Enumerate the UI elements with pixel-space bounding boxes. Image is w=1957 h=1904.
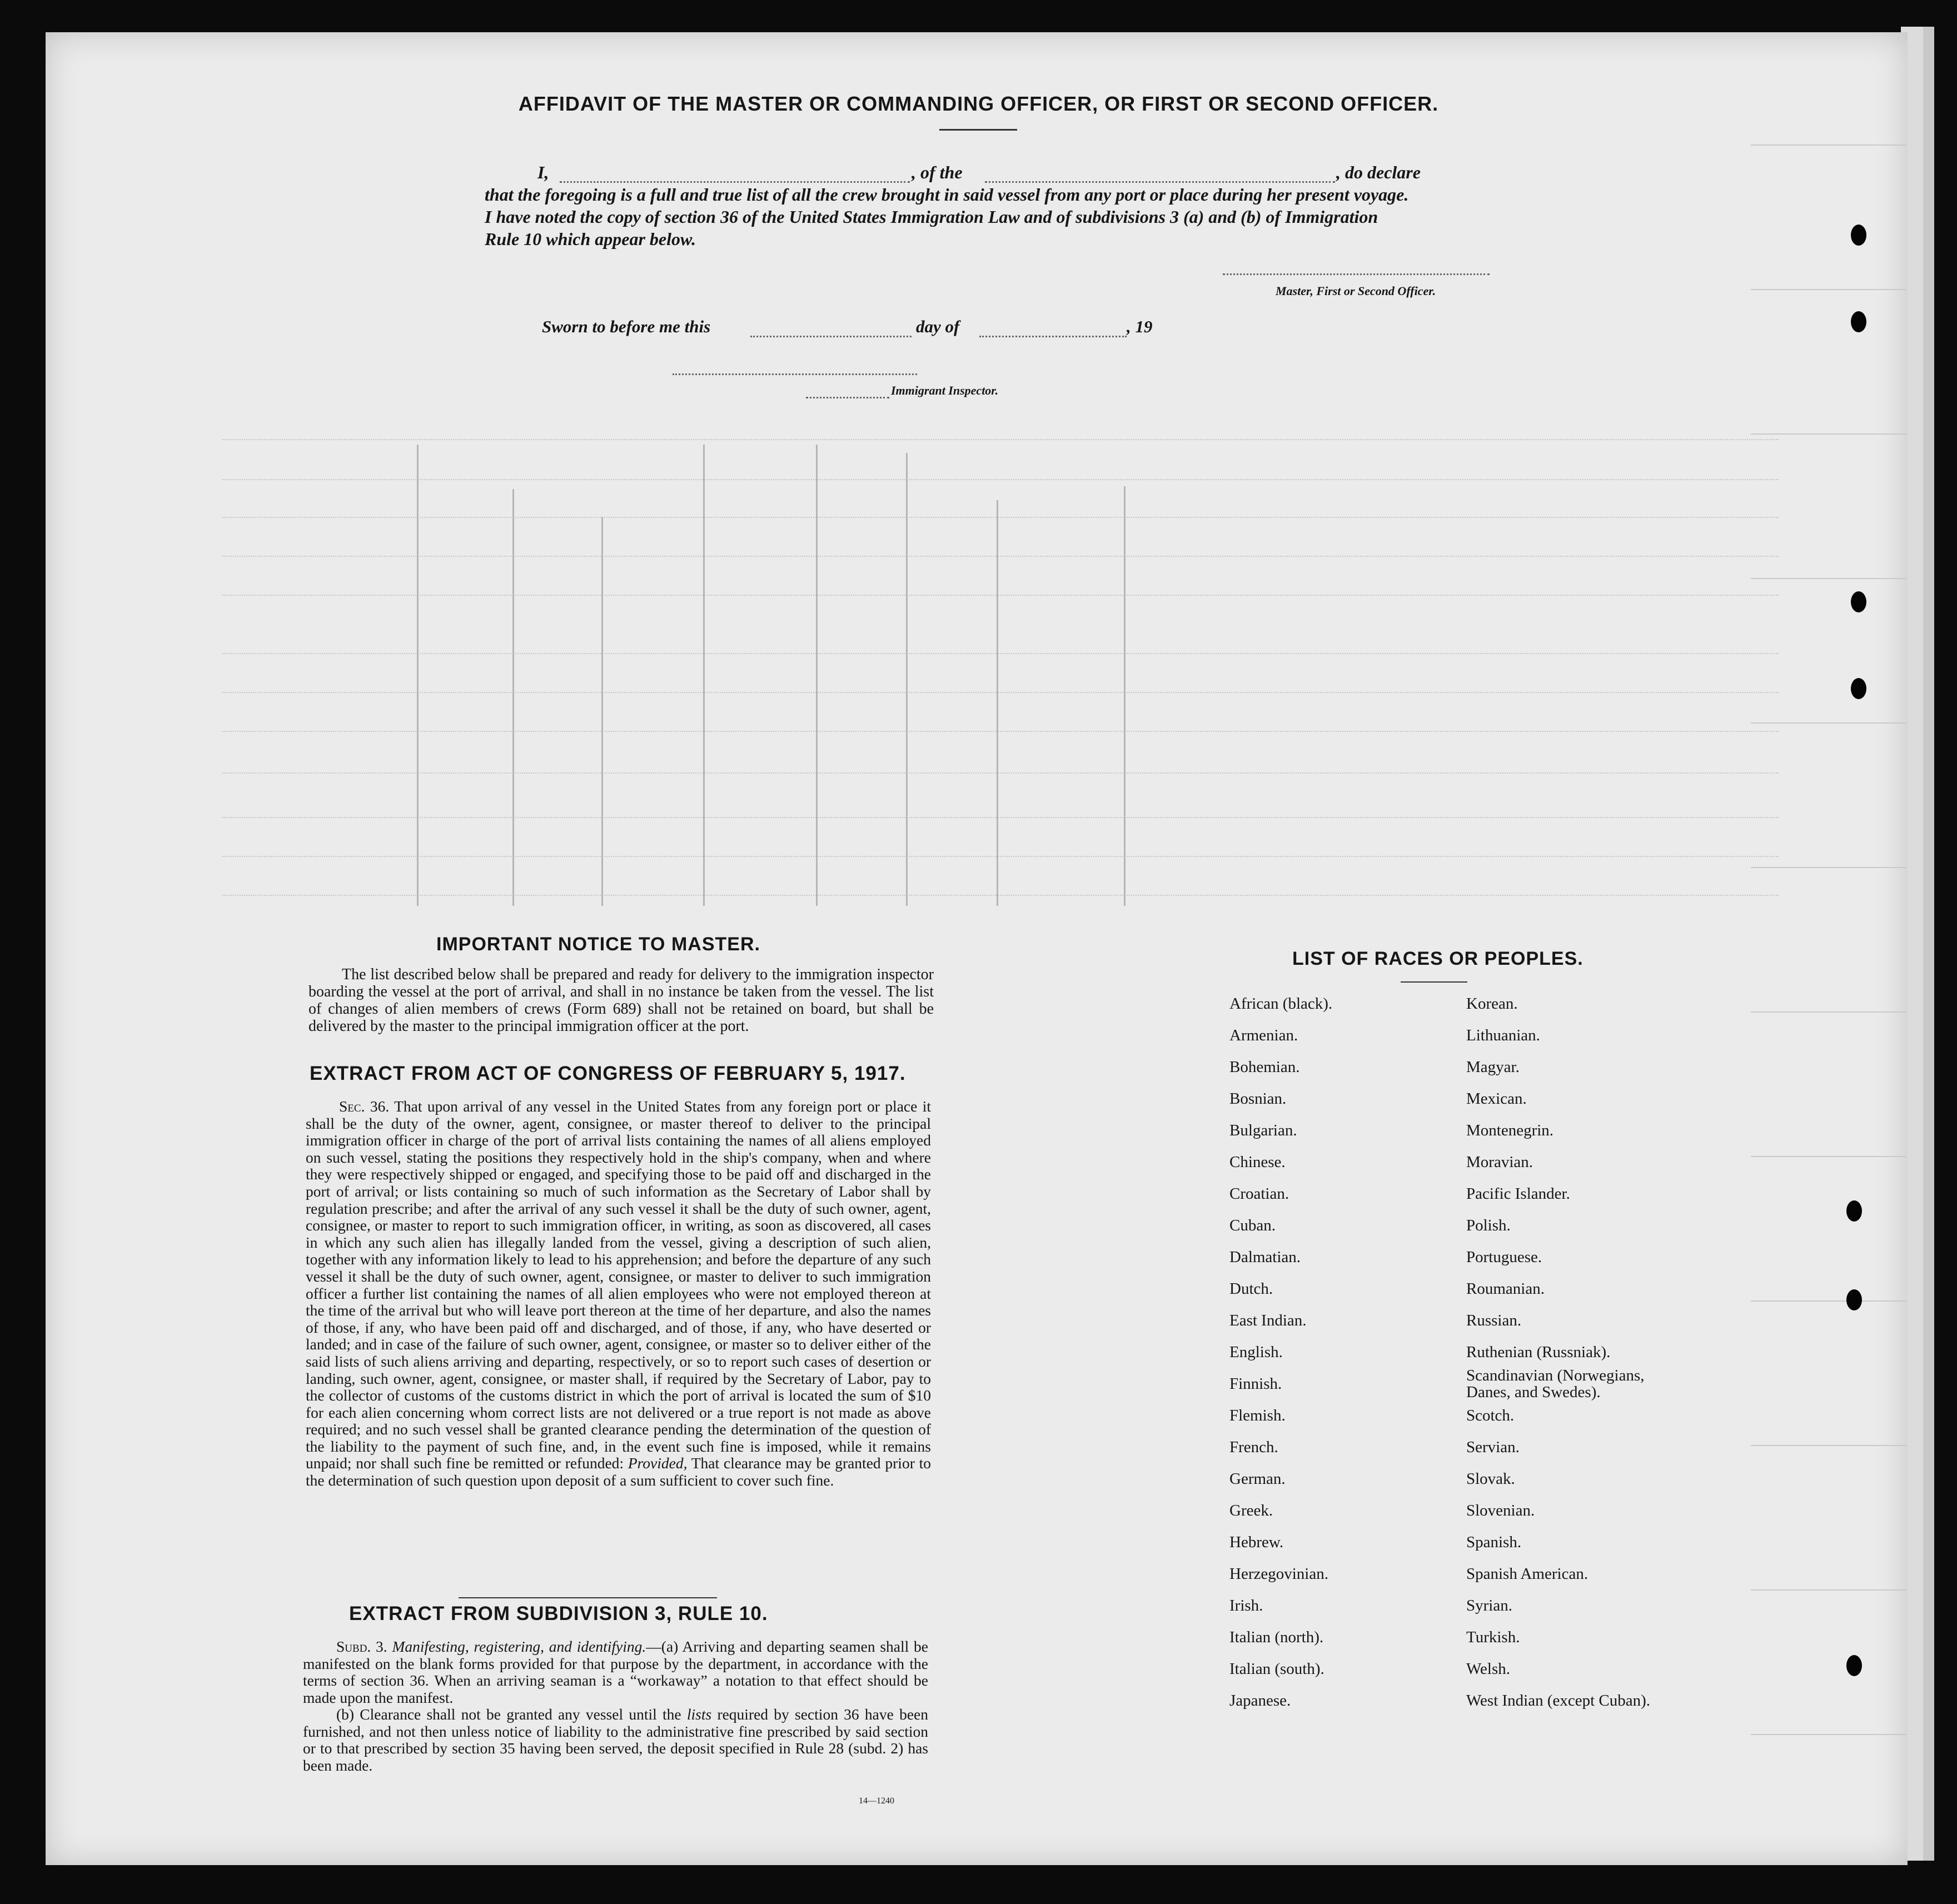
race-item: Korean. bbox=[1466, 995, 1518, 1013]
vessel-name-field[interactable] bbox=[985, 181, 1335, 183]
race-item: English. bbox=[1229, 1343, 1283, 1361]
sworn-day-field[interactable] bbox=[750, 336, 912, 337]
bleed-through-row bbox=[222, 731, 1779, 732]
notice-body: The list described below shall be prepared and ready for delivery to the immigration inspector boarding the vessel at the port of arrival, and shall in no instance be taken from the vessel. The list of changes of alien members of crews (Form 689) shall not be retained on board, but shall be delivered by the master to the principal immigration officer at the port. bbox=[308, 966, 934, 1035]
races-heading: LIST OF RACES OR PEOPLES. bbox=[1292, 948, 1583, 969]
margin-grid-line bbox=[1751, 722, 1906, 724]
rule-subdivision-3 bbox=[303, 1638, 928, 1774]
sec-label: Sec. 36. bbox=[339, 1098, 390, 1115]
sworn-month-field[interactable] bbox=[979, 336, 1127, 337]
bleed-through-row bbox=[222, 439, 1779, 440]
sec-body-1: That upon arrival of any vessel in the United States from any foreign port or place it shall be the duty of the owner, agent, consignee, or master thereof to deliver to the principal immigration officer in charge of the port of arrival lists containing the names of all aliens employed on such vessel, stating the positions they respectively hold in the ship's company, when and where they were respectively shipped or engaged, and specifying those to be paid off and discharged in the port of arrival; or lists containing so much of such information as the Secretary of Labor shall by regulation prescribe; and after the arrival of any such vessel it shall be the duty of such owner, agent, consignee, or master to report to such immigration officer, in writing, as soon as discovered, all cases in which any such alien has illegally landed from the vessel, giving a description of such alien, together with any information likely to lead to his apprehension; and before the departure of any such vessel it shall be the duty of such owner, agent, consignee, or master to deliver to such immigration officer a further list containing the names of all alien employees who were not employed thereon at the time of the arrival but who will leave port thereon at the time of her departure, and also the names of those, if any, who have been paid off and discharged, and of those, if any, who have deserted or landed; and in case of the failure of such owner, agent, consignee, or master so to deliver either of the said lists of such aliens arriving and departing, respectively, or so to report such cases of desertion or landing, such owner, agent, consignee, or master shall, if required by the Secretary of Labor, pay to the collector of customs of the customs district in which the port of arrival is located the sum of $10 for each alien concerning whom correct lists are not delivered or a true report is not made as above required; and no such vessel shall be granted clearance pending the determination of the question of the liability to the payment of such fine, and, in the event such fine is imposed, while it remains unpaid; nor shall such fine be remitted or refunded: bbox=[306, 1098, 931, 1472]
race-item: Spanish American. bbox=[1466, 1565, 1588, 1583]
section-divider bbox=[459, 1597, 717, 1598]
race-item: Bohemian. bbox=[1229, 1058, 1300, 1076]
race-item: Flemish. bbox=[1229, 1407, 1286, 1424]
race-item: Syrian. bbox=[1466, 1597, 1512, 1614]
race-item: East Indian. bbox=[1229, 1312, 1307, 1329]
rule-para-b bbox=[303, 1706, 928, 1774]
race-item: Lithuanian. bbox=[1466, 1026, 1540, 1044]
sworn-label: Sworn to before me this bbox=[542, 317, 711, 336]
master-signature-label: Master, First or Second Officer. bbox=[1276, 284, 1436, 298]
bleed-through-row bbox=[222, 817, 1779, 818]
race-item: Greek. bbox=[1229, 1502, 1273, 1519]
race-item: Finnish. bbox=[1229, 1375, 1282, 1393]
bleed-through-row bbox=[222, 692, 1779, 693]
do-declare-label: , do declare bbox=[1336, 162, 1421, 182]
race-item: Ruthenian (Russniak). bbox=[1466, 1343, 1611, 1361]
column-rule bbox=[601, 517, 603, 906]
race-item: Welsh. bbox=[1466, 1660, 1511, 1678]
margin-grid-line bbox=[1751, 1300, 1906, 1302]
race-item: African (black). bbox=[1229, 995, 1333, 1013]
column-rule bbox=[816, 445, 818, 906]
rule-heading: EXTRACT FROM SUBDIVISION 3, RULE 10. bbox=[349, 1603, 768, 1624]
para-b-pre: (b) Clearance shall not be granted any vessel until the bbox=[336, 1706, 681, 1723]
binder-hole bbox=[1851, 678, 1866, 699]
race-item: Chinese. bbox=[1229, 1153, 1286, 1171]
race-item: Hebrew. bbox=[1229, 1533, 1284, 1551]
race-item: Polish. bbox=[1466, 1217, 1511, 1234]
declarant-name-field[interactable] bbox=[560, 181, 910, 183]
bleed-through-row bbox=[222, 517, 1779, 518]
margin-grid-line bbox=[1751, 289, 1906, 290]
race-item: Italian (south). bbox=[1229, 1660, 1324, 1678]
race-item: Pacific Islander. bbox=[1466, 1185, 1570, 1203]
provided-word: Provided, bbox=[628, 1454, 688, 1472]
margin-grid-line bbox=[1751, 144, 1906, 146]
margin-grid-line bbox=[1751, 1445, 1906, 1446]
bleed-through-row bbox=[222, 479, 1779, 480]
race-item: Scotch. bbox=[1466, 1407, 1515, 1424]
race-item: Turkish. bbox=[1466, 1628, 1520, 1646]
race-item: Dutch. bbox=[1229, 1280, 1273, 1298]
year-label: , 19 bbox=[1127, 317, 1153, 336]
affidavit-line-4: Rule 10 which appear below. bbox=[485, 229, 696, 249]
column-rule bbox=[997, 500, 998, 906]
races-underline bbox=[1401, 981, 1467, 983]
race-item: Mexican. bbox=[1466, 1090, 1527, 1108]
race-item: Bulgarian. bbox=[1229, 1122, 1297, 1139]
bleed-through-row bbox=[222, 556, 1779, 557]
race-item: Russian. bbox=[1466, 1312, 1522, 1329]
inspector-signature-field-2[interactable] bbox=[806, 397, 889, 398]
race-item: Irish. bbox=[1229, 1597, 1263, 1614]
margin-grid-line bbox=[1751, 433, 1906, 435]
subd-label: Subd. 3. bbox=[336, 1638, 387, 1655]
margin-grid-line bbox=[1751, 1156, 1906, 1157]
title-underline bbox=[939, 129, 1017, 131]
bleed-through-row bbox=[222, 895, 1779, 896]
races-right-column bbox=[1466, 995, 1689, 1723]
binder-hole bbox=[1851, 591, 1866, 612]
margin-grid-line bbox=[1751, 1589, 1906, 1591]
race-item: Portuguese. bbox=[1466, 1248, 1542, 1266]
act-section-36 bbox=[306, 1098, 931, 1489]
para-b-post: required by section 36 have been furnished, and not then unless notice of liability to the administrative fine prescribed by said section or to that prescribed by section 35 having been served, the deposit specified in Rule 28 (subd. 2) has been made. bbox=[303, 1706, 928, 1774]
race-item: Servian. bbox=[1466, 1438, 1520, 1456]
declarant-prefix: I, bbox=[537, 162, 549, 182]
affidavit-title: AFFIDAVIT OF THE MASTER OR COMMANDING OFFICER, OR FIRST OR SECOND OFFICER. bbox=[518, 92, 1439, 115]
race-item: Japanese. bbox=[1229, 1692, 1291, 1709]
margin-grid-line bbox=[1751, 1011, 1906, 1013]
bleed-through-row bbox=[222, 595, 1779, 596]
column-rule bbox=[417, 445, 419, 906]
race-item: Armenian. bbox=[1229, 1026, 1298, 1044]
margin-grid-line bbox=[1751, 1734, 1906, 1735]
race-item: Croatian. bbox=[1229, 1185, 1289, 1203]
rule-para-a bbox=[303, 1638, 928, 1706]
race-item: Cuban. bbox=[1229, 1217, 1276, 1234]
race-item: Spanish. bbox=[1466, 1533, 1522, 1551]
binder-hole bbox=[1851, 225, 1866, 246]
affidavit-line-3: I have noted the copy of section 36 of the United States Immigration Law and of subdivisions 3 (a) and (b) of Immigration bbox=[485, 207, 1378, 227]
race-item: Magyar. bbox=[1466, 1058, 1520, 1076]
race-item: Moravian. bbox=[1466, 1153, 1533, 1171]
act-heading: EXTRACT FROM ACT OF CONGRESS OF FEBRUARY 5, 1917. bbox=[310, 1063, 906, 1084]
binder-hole bbox=[1846, 1200, 1862, 1222]
day-of-label: day of bbox=[916, 317, 960, 336]
race-item: Slovak. bbox=[1466, 1470, 1515, 1488]
column-rule bbox=[703, 445, 705, 906]
race-item: Herzegovinian. bbox=[1229, 1565, 1328, 1583]
affidavit-line-2: that the foregoing is a full and true list of all the crew brought in said vessel from any port or place during her present voyage. bbox=[485, 185, 1409, 205]
race-item: German. bbox=[1229, 1470, 1286, 1488]
race-item: Italian (north). bbox=[1229, 1628, 1324, 1646]
inspector-signature-field[interactable] bbox=[673, 373, 917, 375]
bleed-through-row bbox=[222, 772, 1779, 774]
race-item: Montenegrin. bbox=[1466, 1122, 1554, 1139]
race-item: West Indian (except Cuban). bbox=[1466, 1692, 1651, 1709]
form-number: 14—1240 bbox=[859, 1796, 894, 1806]
race-item: French. bbox=[1229, 1438, 1278, 1456]
column-rule bbox=[512, 489, 514, 906]
of-the-label: , of the bbox=[912, 162, 963, 182]
subd-para-a: —(a) Arriving and departing seamen shall be manifested on the blank forms provided for that purpose by the department, in accordance with the terms of section 36. When an arriving seaman is a “workaway” a notation to that effect should be made upon the manifest. bbox=[303, 1638, 928, 1706]
binder-hole bbox=[1846, 1655, 1862, 1676]
subd-title: Manifesting, registering, and identifying. bbox=[392, 1638, 646, 1655]
binder-hole bbox=[1851, 311, 1866, 332]
margin-grid-line bbox=[1751, 867, 1906, 868]
race-item: Bosnian. bbox=[1229, 1090, 1287, 1108]
race-item: Scandinavian (Norwegians, Danes, and Swedes). bbox=[1466, 1367, 1645, 1401]
race-item: Dalmatian. bbox=[1229, 1248, 1301, 1266]
column-rule bbox=[906, 453, 908, 906]
binder-hole bbox=[1846, 1289, 1862, 1310]
races-left-column bbox=[1229, 995, 1332, 1723]
column-rule bbox=[1124, 486, 1126, 906]
race-item: Roumanian. bbox=[1466, 1280, 1545, 1298]
bleed-through-row bbox=[222, 856, 1779, 857]
para-b-lists: lists bbox=[686, 1706, 712, 1723]
margin-grid-line bbox=[1751, 578, 1906, 579]
inspector-label: Immigrant Inspector. bbox=[891, 383, 999, 397]
bleed-through-row bbox=[222, 653, 1779, 654]
sec-body-2: That clearance may be granted prior to the determination of such question upon deposit of a sum sufficient to cover such fine. bbox=[306, 1454, 931, 1489]
notice-heading: IMPORTANT NOTICE TO MASTER. bbox=[436, 934, 760, 955]
race-item: Slovenian. bbox=[1466, 1502, 1535, 1519]
master-signature-field[interactable] bbox=[1223, 273, 1490, 275]
underlying-sheet-edge-2 bbox=[1923, 27, 1934, 1861]
